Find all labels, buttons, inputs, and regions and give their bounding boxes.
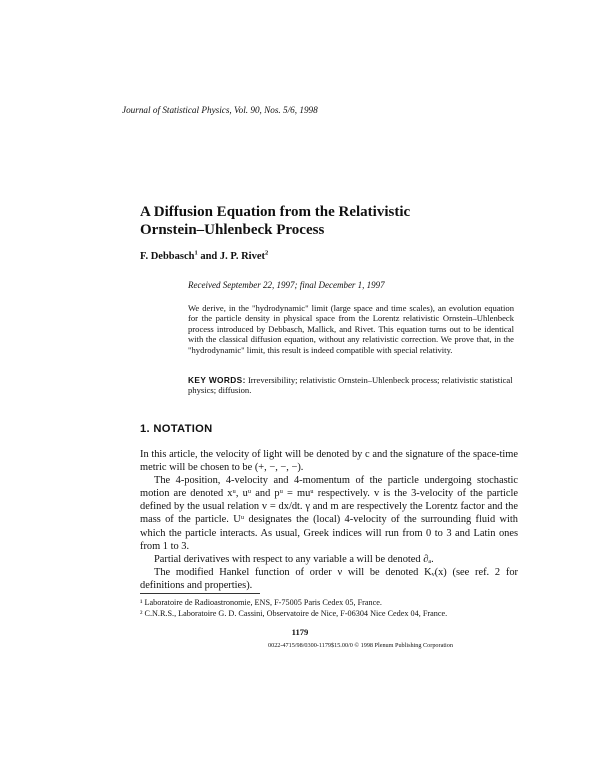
copyright-line: 0022-4715/98/0300-1179$15.00/0 © 1998 Plenum Publishing Corporation xyxy=(268,642,453,649)
author-1: F. Debbasch xyxy=(140,251,195,262)
footnote-mark-2: 2 xyxy=(265,249,269,257)
body-text xyxy=(140,448,518,592)
authors xyxy=(140,251,268,262)
footnote-2: ² C.N.R.S., Laboratoire G. D. Cassini, Observatoire de Nice, F-06304 Nice Cedex 04, France. xyxy=(140,609,448,618)
footnote-rule xyxy=(140,593,260,594)
keywords-label: KEY WORDS: xyxy=(188,375,246,385)
section-heading: 1. NOTATION xyxy=(140,423,213,435)
keywords-text: Irreversibility; relativistic Ornstein–Uhlenbeck process; relativistic statistical physics; diffusion. xyxy=(188,375,513,396)
page-number: 1179 xyxy=(291,627,309,637)
paper-title xyxy=(140,203,520,239)
received-dates: Received September 22, 1997; final December 1, 1997 xyxy=(188,280,385,290)
title-line-1: A Diffusion Equation from the Relativistic xyxy=(140,204,411,220)
abstract: We derive, in the "hydrodynamic" limit (large space and time scales), an evolution equation for the particle density in physical space from the Lorentz relativistic Ornstein–Uhlenbeck process introduced by Debbasch, Mallick, and Rivet. This equation turns out to be identical with the classical diffusion equation, without any relativistic correction. We prove that, in the "hydrodynamic" limit, this result is indeed compatible with special relativity. xyxy=(188,303,514,355)
journal-citation: Journal of Statistical Physics, Vol. 90, Nos. 5/6, 1998 xyxy=(122,105,318,115)
paragraph-1: In this article, the velocity of light will be denoted by c and the signature of the space-time metric will be chosen to be (+, −, −, −). xyxy=(140,449,518,474)
title-line-2: Ornstein–Uhlenbeck Process xyxy=(140,222,325,238)
paragraph-2: The 4-position, 4-velocity and 4-momentum of the particle undergoing stochastic motion are denoted xᵘ, uᵘ and pᵘ = muᵘ respectively. v is the 3-velocity of the particle defined by the usual relation v = dx/dt. γ and m are respectively the Lorentz factor and the mass of the particle. Uᵘ designates the (local) 4-velocity of the surrounding fluid with which the particle interacts. As usual, Greek indices will run from 0 to 3 and Latin ones from 1 to 3. xyxy=(140,475,518,552)
paragraph-4: The modified Hankel function of order ν will be denoted Kᵥ(x) (see ref. 2 for definitions and properties). xyxy=(140,566,518,591)
keywords xyxy=(188,375,514,396)
footnotes xyxy=(140,597,520,619)
paragraph-3: Partial derivatives with respect to any variable a will be denoted ∂ₐ. xyxy=(154,553,434,565)
footnote-mark-1: 1 xyxy=(194,249,198,257)
author-2: and J. P. Rivet xyxy=(197,251,266,262)
footnote-1: ¹ Laboratoire de Radioastronomie, ENS, F-75005 Paris Cedex 05, France. xyxy=(140,598,382,607)
